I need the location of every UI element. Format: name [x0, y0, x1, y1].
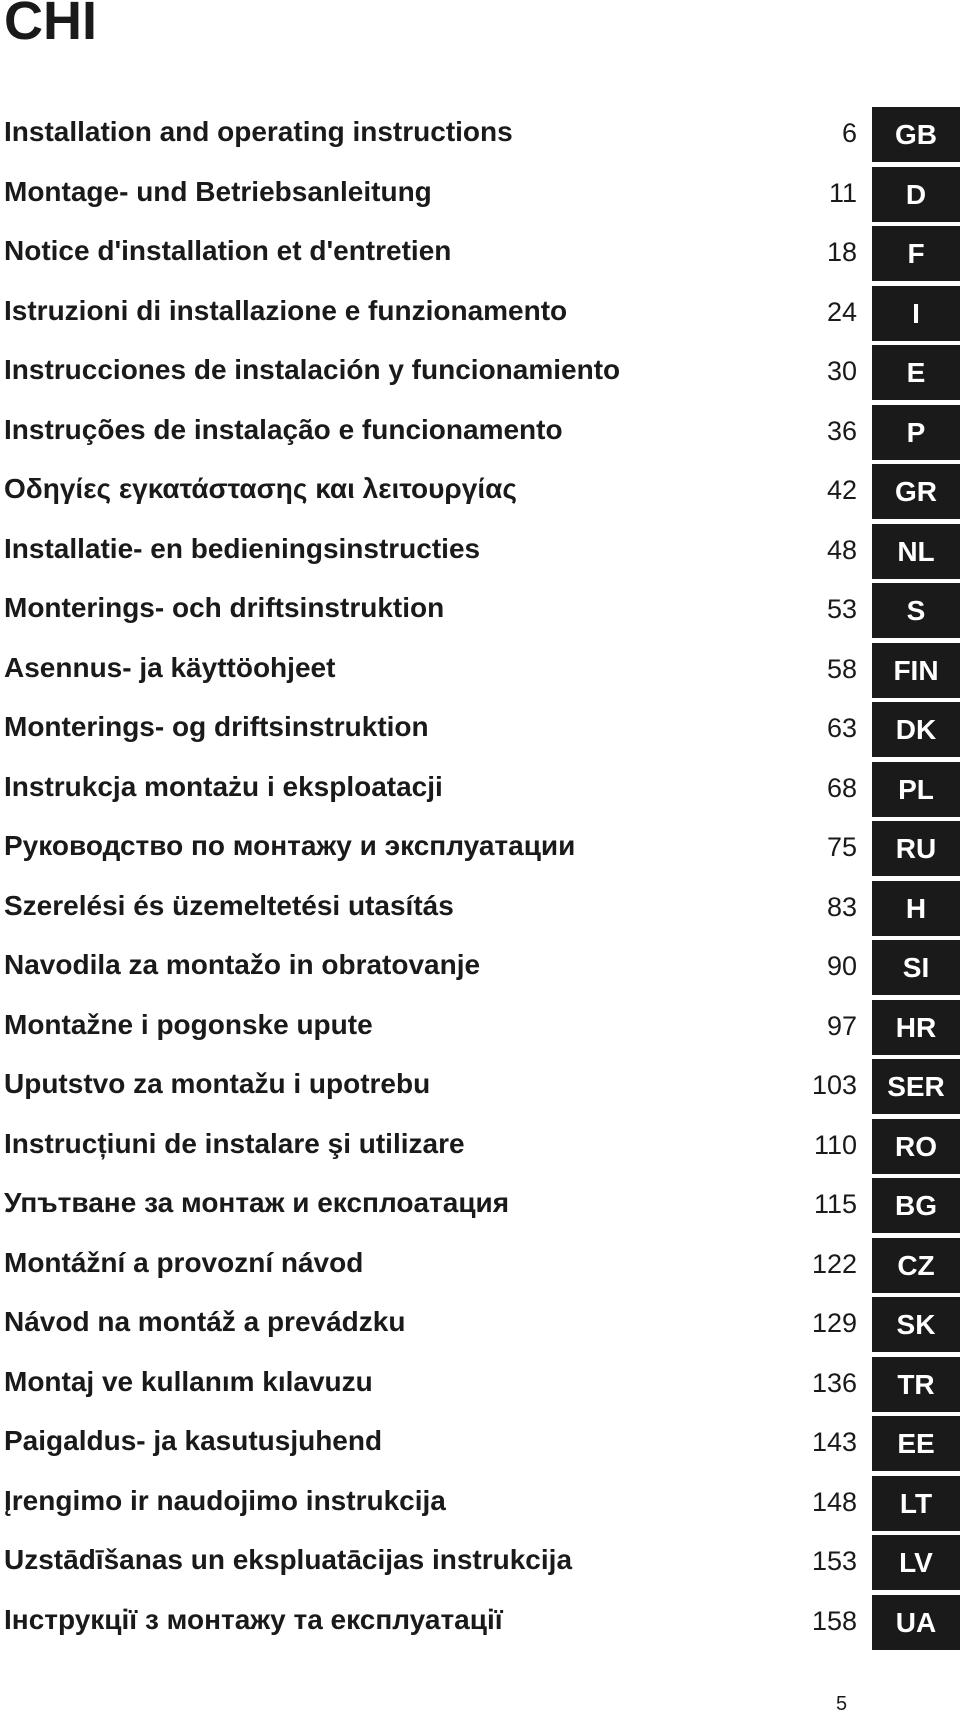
- language-code-badge: H: [872, 881, 960, 936]
- toc-entry-page: 129: [811, 1308, 857, 1338]
- language-code-badge: GB: [872, 107, 960, 162]
- toc-entry-title: Montage- und Betriebsanleitung: [4, 175, 432, 207]
- page-number: 5: [836, 1693, 848, 1715]
- toc-entry-title: Instrucciones de instalación y funcionamiento: [4, 354, 621, 385]
- toc-entry-title: Szerelési és üzemeltetési utasítás: [4, 889, 454, 921]
- toc-entry: [0, 1059, 960, 1119]
- toc-entry: [0, 821, 960, 881]
- toc-entry-page: 83: [826, 891, 857, 922]
- language-code-badge: PL: [872, 762, 960, 817]
- toc-entry: [0, 1297, 960, 1357]
- toc-entry-title: Montážní a provozní návod: [4, 1246, 364, 1278]
- toc-entry-page: 58: [826, 653, 857, 684]
- toc-entry-page: 143: [811, 1427, 857, 1457]
- toc-entry-page: 158: [811, 1605, 857, 1636]
- toc-entry-title: Instrucțiuni de instalare şi utilizare: [4, 1127, 465, 1159]
- language-code-badge: S: [872, 583, 960, 638]
- toc-entry-title: Návod na montáž a prevádzku: [4, 1306, 406, 1337]
- toc-entry-title: Упътване за монтаж и експлоатация: [4, 1187, 510, 1218]
- toc-entry-title: Руководство по монтажу и эксплуатации: [4, 830, 576, 861]
- toc-entry: [0, 167, 960, 227]
- toc-entry-page: 103: [811, 1070, 857, 1100]
- toc-entry: [0, 1178, 960, 1238]
- toc-entry: [0, 643, 960, 703]
- toc-entry-page: 122: [811, 1248, 857, 1279]
- toc-entry-page: 136: [811, 1367, 857, 1398]
- toc-entry-title: Monterings- og driftsinstruktion: [4, 711, 429, 742]
- toc-entry-title: Uzstādīšanas un ekspluatācijas instrukcija: [4, 1544, 573, 1575]
- toc-entry-page: 6: [841, 118, 857, 148]
- language-code-badge: RU: [872, 821, 960, 876]
- toc-entry: [0, 940, 960, 1000]
- language-code-badge: D: [872, 167, 960, 222]
- language-code-badge: DK: [872, 702, 960, 757]
- toc-entry-title: Monterings- och driftsinstruktion: [4, 592, 445, 623]
- language-code-badge: F: [872, 226, 960, 281]
- toc-entry: [0, 286, 960, 346]
- toc-entry-title: Asennus- ja käyttöohjeet: [4, 651, 336, 683]
- toc-entry: [0, 464, 960, 524]
- toc-entry-title: Instrukcja montażu i eksploatacji: [4, 770, 443, 802]
- toc-entry-page: 148: [811, 1486, 857, 1517]
- toc-entry-title: Інструкції з монтажу та експлуатації: [4, 1603, 503, 1635]
- toc-entry-title: Istruzioni di installazione e funzionamento: [4, 294, 568, 326]
- toc-entry-title: Uputstvo za montažu i upotrebu: [4, 1068, 431, 1099]
- toc-entry: [0, 1595, 960, 1655]
- toc-entry-title: Montažne i pogonske upute: [4, 1008, 373, 1040]
- toc-entry: [0, 881, 960, 941]
- toc-entry-page: 18: [826, 237, 857, 267]
- language-code-badge: TR: [872, 1357, 960, 1412]
- toc-entry-title: Οδηγίες εγκατάστασης και λειτουργίας: [4, 473, 517, 504]
- language-code-badge: LT: [872, 1476, 960, 1531]
- language-code-badge: P: [872, 405, 960, 460]
- table-of-contents: [0, 107, 960, 1654]
- toc-entry-page: 53: [826, 594, 857, 624]
- toc-entry: [0, 1119, 960, 1179]
- language-code-badge: SER: [872, 1059, 960, 1114]
- toc-entry: [0, 524, 960, 584]
- toc-entry-title: Installation and operating instructions: [4, 116, 513, 147]
- language-code-badge: CZ: [872, 1238, 960, 1293]
- language-code-badge: EE: [872, 1416, 960, 1471]
- toc-entry: [0, 1357, 960, 1417]
- toc-entry-page: 90: [826, 951, 857, 981]
- language-code-badge: RO: [872, 1119, 960, 1174]
- toc-entry: [0, 226, 960, 286]
- toc-entry-title: Įrengimo ir naudojimo instrukcija: [4, 1484, 446, 1516]
- toc-entry-page: 68: [826, 772, 857, 803]
- toc-entry-page: 36: [826, 415, 857, 446]
- toc-entry: [0, 1238, 960, 1298]
- toc-entry-page: 11: [828, 177, 857, 208]
- toc-entry-page: 30: [826, 356, 857, 386]
- language-code-badge: HR: [872, 1000, 960, 1055]
- page-title: CHI: [4, 0, 97, 51]
- toc-entry-title: Navodila za montažo in obratovanje: [4, 949, 481, 980]
- toc-entry-page: 42: [826, 475, 857, 505]
- language-code-badge: GR: [872, 464, 960, 519]
- language-code-badge: UA: [872, 1595, 960, 1650]
- toc-entry-title: Notice d'installation et d'entretien: [4, 235, 452, 266]
- toc-entry: [0, 1476, 960, 1536]
- toc-entry: [0, 702, 960, 762]
- toc-entry: [0, 762, 960, 822]
- toc-entry-page: 97: [826, 1010, 857, 1041]
- toc-entry: [0, 583, 960, 643]
- toc-entry-title: Montaj ve kullanım kılavuzu: [4, 1365, 373, 1397]
- toc-entry: [0, 345, 960, 405]
- toc-entry: [0, 1416, 960, 1476]
- toc-entry-page: 24: [826, 296, 857, 327]
- toc-entry-page: 153: [811, 1546, 857, 1576]
- language-code-badge: LV: [872, 1535, 960, 1590]
- toc-entry-title: Paigaldus- ja kasutusjuhend: [4, 1425, 383, 1456]
- language-code-badge: E: [872, 345, 960, 400]
- toc-entry: [0, 1000, 960, 1060]
- language-code-badge: FIN: [872, 643, 960, 698]
- toc-entry-page: 63: [826, 713, 857, 743]
- language-code-badge: SI: [872, 940, 960, 995]
- toc-entry-title: Instruções de instalação e funcionamento: [4, 413, 563, 445]
- language-code-badge: BG: [872, 1178, 960, 1233]
- toc-entry-page: 48: [826, 534, 857, 565]
- language-code-badge: I: [872, 286, 960, 341]
- toc-entry-page: 75: [826, 832, 857, 862]
- toc-entry: [0, 107, 960, 167]
- toc-entry: [0, 1535, 960, 1595]
- language-code-badge: SK: [872, 1297, 960, 1352]
- language-code-badge: NL: [872, 524, 960, 579]
- toc-entry-page: 115: [813, 1189, 857, 1219]
- toc-entry-title: Installatie- en bedieningsinstructies: [4, 532, 481, 564]
- toc-entry: [0, 405, 960, 465]
- toc-entry-page: 110: [813, 1129, 857, 1160]
